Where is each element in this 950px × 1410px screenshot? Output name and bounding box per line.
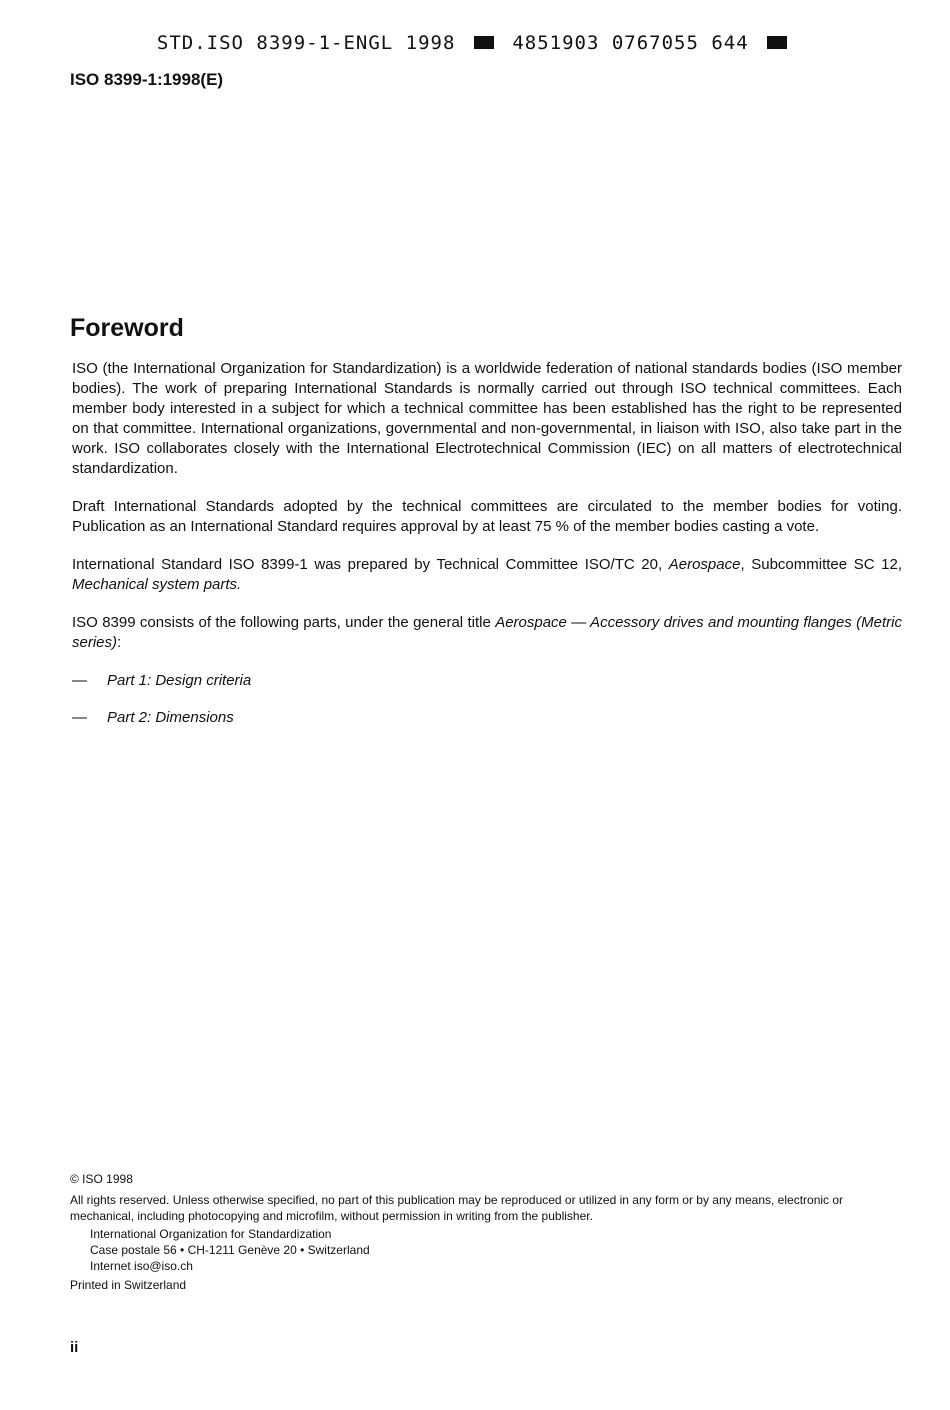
list-item [72,708,902,728]
printed-in: Printed in Switzerland [70,1278,187,1292]
text-italic: Aerospace — Accessory drives and mounting flanges (Metric series) [72,614,902,651]
list-item [72,671,902,691]
paragraph-draft-standards: Draft International Standards adopted by the technical committees are circulated to the member bodies for voting. Publication as an International Standard requires approval by at least 75 % of the member bodies casting a vote. [72,498,902,535]
org-internet: Internet iso@iso.ch [90,1259,193,1273]
scan-code-middle: 4851903 0767055 644 [512,32,749,54]
list-item-text: Part 2: Dimensions [107,709,234,726]
text: International Standard ISO 8399-1 was prepared by Technical Committee ISO/TC 20, [72,556,669,573]
document-id: ISO 8399-1:1998(E) [70,70,224,89]
list-item-text: Part 1: Design criteria [107,672,252,689]
rights-notice: All rights reserved. Unless otherwise specified, no part of this publication may be reproduced or utilized in any form or by any means, electronic or mechanical, including photocopying and microfilm, without permission in writing from the publisher. [70,1193,844,1223]
paragraph-iso-intro: ISO (the International Organization for Standardization) is a worldwide federation of national standards bodies (ISO member bodies). The work of preparing International Standards is normally carried out through ISO technical committees. Each member body interested in a subject for which a technical committee has been established has the right to be represented on that committee. International organizations, governmental and non-governmental, in liaison with ISO, also take part in the work. ISO collaborates closely with the International Electrotechnical Commission (IEC) on all matters of electrotechnical standardization. [72,360,902,477]
list-dash: — [72,709,87,726]
copyright-footer [70,1171,910,1293]
scan-block-mark [767,36,787,49]
list-dash: — [72,672,87,689]
text-italic: Mechanical system parts. [72,576,242,593]
text: : [117,634,122,651]
parts-list [72,671,902,728]
copyright-notice: © ISO 1998 [70,1172,133,1186]
scan-block-mark [474,36,494,49]
paragraph-parts-intro [72,613,902,653]
paragraph-prepared-by [72,555,902,595]
scan-code-left: STD.ISO 8399-1-ENGL 1998 [156,32,456,54]
page-title: Foreword [70,314,184,342]
text-italic: Aerospace [668,556,741,573]
text: ISO 8399 consists of the following parts, under the general title [72,614,496,631]
text: , Subcommittee SC 12, [740,556,902,573]
page-number: ii [70,1339,79,1356]
org-name: International Organization for Standardization [90,1227,332,1241]
org-address: Case postale 56 • CH-1211 Genève 20 • Switzerland [90,1243,370,1257]
foreword-body [72,359,902,745]
scan-header-code [0,32,950,54]
